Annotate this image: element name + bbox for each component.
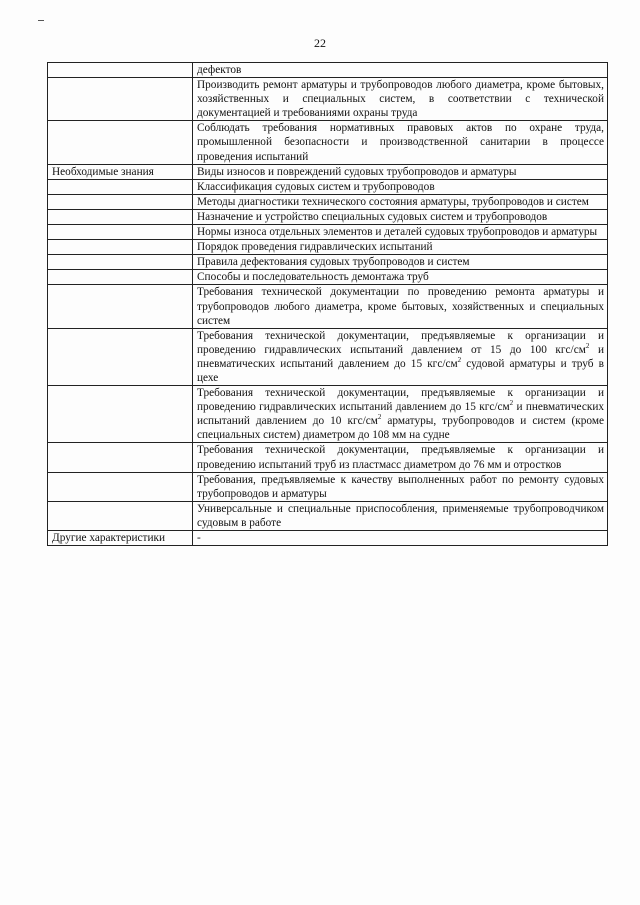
characteristics-table — [47, 62, 608, 546]
skill-item: дефектов — [193, 63, 608, 78]
empty-label-cell — [48, 328, 193, 385]
empty-label-cell — [48, 255, 193, 270]
empty-label-cell — [48, 443, 193, 472]
table-row — [48, 255, 608, 270]
empty-label-cell — [48, 209, 193, 224]
table-row — [48, 240, 608, 255]
other-characteristics-value: - — [193, 531, 608, 546]
knowledge-item: Требования технической документации по проведению ремонта арматуры и трубопроводов любого диаметра, кроме бытовых, хозяйственных и специальных систем — [193, 285, 608, 328]
table-row — [48, 78, 608, 121]
empty-label-cell — [48, 78, 193, 121]
superscript: 2 — [509, 399, 514, 408]
text-segment: и пневматических испытаний давлением до 10 кгс/см — [197, 401, 605, 428]
text-segment: и пневматических испытаний давлением до 15 кгс/см — [197, 343, 605, 370]
knowledge-item: Универсальные и специальные приспособления, применяемые трубопроводчиком судовым в работе — [193, 501, 608, 530]
empty-label-cell — [48, 270, 193, 285]
table-row — [48, 285, 608, 328]
empty-label-cell — [48, 285, 193, 328]
knowledge-item: Требования, предъявляемые к качеству выполненных работ по ремонту судовых трубопроводов и арматуры — [193, 472, 608, 501]
table-row — [48, 328, 608, 385]
table-row — [48, 164, 608, 179]
knowledge-label: Необходимые знания — [48, 164, 193, 179]
table-row — [48, 270, 608, 285]
table-row — [48, 386, 608, 443]
superscript: 2 — [377, 413, 382, 422]
table-row — [48, 531, 608, 546]
empty-label-cell — [48, 121, 193, 164]
knowledge-item: Виды износов и повреждений судовых трубопроводов и арматуры — [193, 164, 608, 179]
superscript: 2 — [585, 342, 590, 351]
knowledge-item: Правила дефектования судовых трубопроводов и систем — [193, 255, 608, 270]
empty-label-cell — [48, 179, 193, 194]
text-segment: Требования технической документации, предъявляемые к организации и проведению гидравлических испытаний давлением до 15 кгс/см — [197, 387, 604, 414]
knowledge-item-pressure-shop — [193, 328, 608, 385]
knowledge-item: Методы диагностики технического состояния арматуры, трубопроводов и систем — [193, 194, 608, 209]
table-row — [48, 472, 608, 501]
skill-item: Производить ремонт арматуры и трубопроводов любого диаметра, кроме бытовых, хозяйственных и специальных систем, в соответствии с технической документацией и требованиями охраны труда — [193, 78, 608, 121]
knowledge-item: Порядок проведения гидравлических испытаний — [193, 240, 608, 255]
scan-mark — [38, 20, 44, 21]
page-number: 22 — [314, 36, 326, 50]
empty-label-cell — [48, 63, 193, 78]
table-row — [48, 209, 608, 224]
table-row — [48, 63, 608, 78]
empty-label-cell — [48, 225, 193, 240]
table-row — [48, 225, 608, 240]
empty-label-cell — [48, 386, 193, 443]
knowledge-item: Способы и последовательность демонтажа труб — [193, 270, 608, 285]
table-row — [48, 501, 608, 530]
empty-label-cell — [48, 240, 193, 255]
knowledge-item: Назначение и устройство специальных судовых систем и трубопроводов — [193, 209, 608, 224]
empty-label-cell — [48, 501, 193, 530]
knowledge-item-pressure-ship — [193, 386, 608, 443]
text-segment: арматуры, трубопроводов и систем (кроме специальных систем) диаметром до 108 мм на судне — [197, 415, 604, 442]
text-segment: судовой арматуры и труб в цехе — [197, 357, 604, 384]
table-row — [48, 194, 608, 209]
other-characteristics-label: Другие характеристики — [48, 531, 193, 546]
table-row — [48, 443, 608, 472]
knowledge-item: Классификация судовых систем и трубопроводов — [193, 179, 608, 194]
table-row — [48, 179, 608, 194]
knowledge-item: Нормы износа отдельных элементов и деталей судовых трубопроводов и арматуры — [193, 225, 608, 240]
empty-label-cell — [48, 194, 193, 209]
skill-item: Соблюдать требования нормативных правовых актов по охране труда, промышленной безопасности и производственной санитарии в процессе проведения испытаний — [193, 121, 608, 164]
superscript: 2 — [457, 356, 462, 365]
table-row — [48, 121, 608, 164]
empty-label-cell — [48, 472, 193, 501]
knowledge-item: Требования технической документации, предъявляемые к организации и проведению испытаний труб из пластмасс диаметром до 76 мм и отростков — [193, 443, 608, 472]
text-segment: Требования технической документации, предъявляемые к организации и проведению гидравлических испытаний давлением от 15 до 100 кгс/см — [197, 329, 604, 356]
